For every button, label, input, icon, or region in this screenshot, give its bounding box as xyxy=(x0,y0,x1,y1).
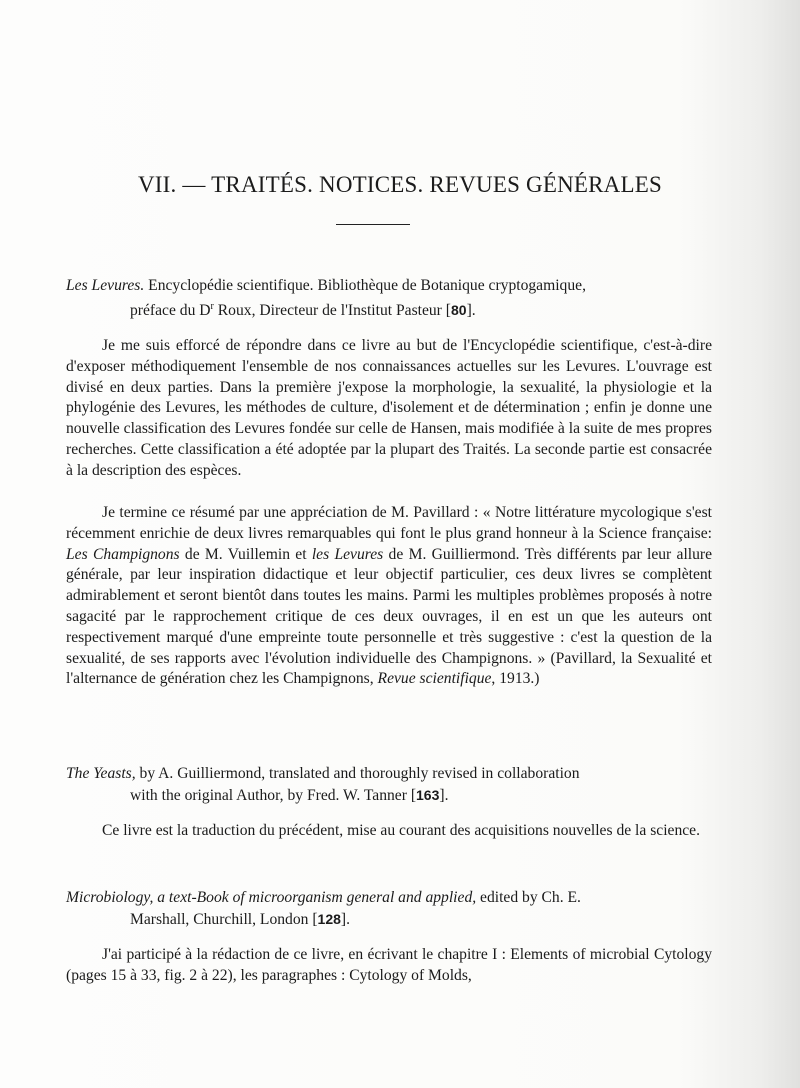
citation-text-2: with the original Author, by Fred. W. Tanner [ xyxy=(130,786,417,804)
citation-end: ]. xyxy=(439,786,449,804)
citation-text: Encyclopédie scientifique. Bibliothèque de Botanique cryptogamique, xyxy=(144,277,586,294)
p2-italic-levures: les Levures xyxy=(311,545,384,563)
title-rule xyxy=(336,224,410,225)
citation-title: Les Levures. xyxy=(66,277,145,294)
entry-citation-microbiology xyxy=(66,888,712,931)
p2-text-d: , 1913.) xyxy=(491,670,540,688)
p2-text-a: Je termine ce résumé par une appréciation de M. Pavillard : « Notre littérature mycologique s'est récemment enrichie de deux livres remarquables qui font le plus grand honneur à la Science française: xyxy=(66,504,712,542)
entry-citation-yeasts xyxy=(66,764,712,807)
citation-end: ]. xyxy=(466,301,476,319)
paragraph-yeasts: Ce livre est la traduction du précédent, mise au courant des acquisitions nouvelles de la science. xyxy=(102,822,700,839)
citation-line-2 xyxy=(66,785,712,807)
citation-end: ]. xyxy=(340,910,350,928)
entry-citation-levures xyxy=(66,276,712,322)
citation-text: by A. Guilliermond, translated and thoroughly revised in collaboration xyxy=(135,765,580,782)
reference-number: 128 xyxy=(317,910,341,927)
citation-text: edited by Ch. E. xyxy=(476,889,581,906)
section-title: VII. — TRAITÉS. NOTICES. REVUES GÉNÉRALES xyxy=(138,172,662,197)
citation-line-2 xyxy=(66,297,712,322)
paragraph-levures-2 xyxy=(66,503,712,690)
citation-superscript: r xyxy=(210,300,214,312)
reference-number: 80 xyxy=(450,301,467,318)
paragraph-microbiology: J'ai participé à la rédaction de ce livre, en écrivant le chapitre I : Elements of microbial Cytology (pages 15 à 33, fig. 2 à 22), les paragraphes : Cytology of Molds, xyxy=(66,946,712,984)
citation-text-2a: préface du D xyxy=(130,301,211,319)
citation-line-2 xyxy=(66,909,712,931)
citation-title: The Yeasts, xyxy=(66,765,136,782)
citation-text-2: Marshall, Churchill, London [ xyxy=(130,910,318,928)
citation-title: Microbiology, a text-Book of microorganism general and applied, xyxy=(66,889,477,906)
citation-text-2b: Roux, Directeur de l'Institut Pasteur [ xyxy=(213,301,451,319)
p2-text-c: de M. Guilliermond. Très différents par leur allure générale, par leur inspiration didactique et leur objectif particulier, ces deux livres se complètent admirablement et seront bientôt dans toutes les mains. Parmi les multiples problèmes proposés à notre sagacité par le rapprochement critique de ces deux ouvrages, il en est un que les auteurs ont respectivement marqué d'une empreinte toute personnelle et très suggestive : c'est la question de la sexualité, de ses rapports avec l'évolution individuelle des Champignons. » (Pavillard, la Sexualité et l'alternance de génération chez les Champignons, xyxy=(66,545,713,688)
p2-text-b: de M. Vuillemin et xyxy=(179,545,312,563)
paragraph-levures-1: Je me suis efforcé de répondre dans ce livre au but de l'Encyclopédie scientifique, c'est-à-dire d'exposer méthodiquement l'ensemble de nos connaissances actuelles sur les Levures. L'ouvrage est divisé en deux parties. Dans la première j'expose la morphologie, la sexualité, la physiologie et la phylogénie des Levures, les méthodes de culture, d'isolement et de détermination ; enfin je donne une nouvelle classification des Levures fondée sur celle de Hansen, mais modifiée à la suite de mes propres recherches. Cette classification a été adoptée par la plupart des Traités. La seconde partie est consacrée à la description des espèces. xyxy=(66,337,712,479)
p2-italic-champignons: Les Champignons xyxy=(66,545,180,563)
reference-number: 163 xyxy=(416,786,440,803)
p2-italic-revue: Revue scientifique xyxy=(377,670,492,688)
